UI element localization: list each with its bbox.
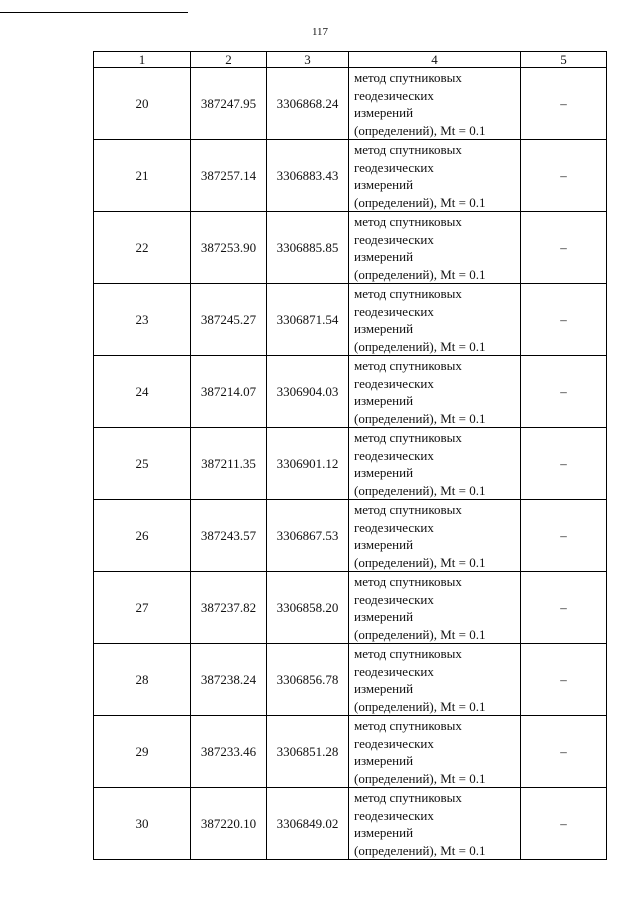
header-col-5: 5 <box>521 52 607 68</box>
method-text-line: (определений), Mt = 0.1 <box>354 266 486 282</box>
method-text-line: измерений <box>354 753 414 768</box>
method-text-line: (определений), Mt = 0.1 <box>354 626 486 642</box>
table-row <box>94 284 607 356</box>
point-number-cell: 20 <box>94 68 191 140</box>
table-row <box>94 212 607 284</box>
y-coordinate-cell: 3306871.54 <box>267 284 349 356</box>
method-text-line: измерений <box>354 609 414 624</box>
method-cell <box>349 356 521 428</box>
table-row <box>94 788 607 860</box>
method-text-line: геодезических <box>354 375 434 391</box>
note-cell: – <box>521 140 607 212</box>
method-text-line: (определений), Mt = 0.1 <box>354 770 486 786</box>
note-cell: – <box>521 716 607 788</box>
method-text-line: геодезических <box>354 159 434 175</box>
header-row <box>94 52 607 68</box>
method-text-line: метод спутниковых <box>354 502 462 517</box>
point-number-cell: 26 <box>94 500 191 572</box>
method-cell <box>349 428 521 500</box>
note-cell: – <box>521 212 607 284</box>
y-coordinate-cell: 3306904.03 <box>267 356 349 428</box>
method-text-line: геодезических <box>354 303 434 319</box>
note-cell: – <box>521 356 607 428</box>
y-coordinate-cell: 3306858.20 <box>267 572 349 644</box>
point-number-cell: 22 <box>94 212 191 284</box>
point-number-cell: 21 <box>94 140 191 212</box>
y-coordinate-cell: 3306867.53 <box>267 500 349 572</box>
point-number-cell: 24 <box>94 356 191 428</box>
point-number-cell: 29 <box>94 716 191 788</box>
y-coordinate-cell: 3306856.78 <box>267 644 349 716</box>
x-coordinate-cell: 387220.10 <box>191 788 267 860</box>
coordinates-table <box>93 51 607 860</box>
table-row <box>94 500 607 572</box>
method-cell <box>349 644 521 716</box>
method-text-line: геодезических <box>354 447 434 463</box>
note-cell: – <box>521 572 607 644</box>
method-text-line: метод спутниковых <box>354 358 462 373</box>
method-text-line: метод спутниковых <box>354 142 462 157</box>
note-cell: – <box>521 428 607 500</box>
method-text-line: геодезических <box>354 231 434 247</box>
method-text-line: метод спутниковых <box>354 646 462 661</box>
table-row <box>94 356 607 428</box>
method-text-line: измерений <box>354 249 414 264</box>
table-row <box>94 644 607 716</box>
method-text-line: геодезических <box>354 591 434 607</box>
method-text-line: метод спутниковых <box>354 790 462 805</box>
x-coordinate-cell: 387257.14 <box>191 140 267 212</box>
table-row <box>94 428 607 500</box>
x-coordinate-cell: 387238.24 <box>191 644 267 716</box>
method-text-line: метод спутниковых <box>354 70 462 85</box>
method-text-line: геодезических <box>354 663 434 679</box>
method-cell <box>349 212 521 284</box>
point-number-cell: 30 <box>94 788 191 860</box>
method-text-line: измерений <box>354 681 414 696</box>
method-text-line: геодезических <box>354 735 434 751</box>
x-coordinate-cell: 387211.35 <box>191 428 267 500</box>
point-number-cell: 23 <box>94 284 191 356</box>
method-text-line: измерений <box>354 465 414 480</box>
method-cell <box>349 788 521 860</box>
y-coordinate-cell: 3306851.28 <box>267 716 349 788</box>
method-text-line: метод спутниковых <box>354 214 462 229</box>
method-text-line: (определений), Mt = 0.1 <box>354 554 486 570</box>
note-cell: – <box>521 284 607 356</box>
method-text-line: (определений), Mt = 0.1 <box>354 410 486 426</box>
point-number-cell: 27 <box>94 572 191 644</box>
point-number-cell: 28 <box>94 644 191 716</box>
y-coordinate-cell: 3306883.43 <box>267 140 349 212</box>
method-text-line: измерений <box>354 105 414 120</box>
method-text-line: измерений <box>354 321 414 336</box>
table-row <box>94 716 607 788</box>
x-coordinate-cell: 387214.07 <box>191 356 267 428</box>
point-number-cell: 25 <box>94 428 191 500</box>
page-number: 117 <box>311 26 329 38</box>
method-text-line: (определений), Mt = 0.1 <box>354 338 486 354</box>
note-cell: – <box>521 68 607 140</box>
method-text-line: измерений <box>354 177 414 192</box>
method-text-line: (определений), Mt = 0.1 <box>354 122 486 138</box>
method-text-line: метод спутниковых <box>354 430 462 445</box>
method-text-line: геодезических <box>354 519 434 535</box>
method-text-line: геодезических <box>354 807 434 823</box>
method-cell <box>349 572 521 644</box>
method-cell <box>349 140 521 212</box>
x-coordinate-cell: 387247.95 <box>191 68 267 140</box>
top-rule <box>0 12 188 13</box>
method-cell <box>349 716 521 788</box>
header-col-4: 4 <box>349 52 521 68</box>
method-text-line: (определений), Mt = 0.1 <box>354 842 486 858</box>
method-cell <box>349 284 521 356</box>
method-text-line: (определений), Mt = 0.1 <box>354 194 486 210</box>
table-row <box>94 140 607 212</box>
method-cell <box>349 68 521 140</box>
note-cell: – <box>521 644 607 716</box>
x-coordinate-cell: 387245.27 <box>191 284 267 356</box>
note-cell: – <box>521 788 607 860</box>
y-coordinate-cell: 3306885.85 <box>267 212 349 284</box>
note-cell: – <box>521 500 607 572</box>
x-coordinate-cell: 387253.90 <box>191 212 267 284</box>
method-text-line: геодезических <box>354 87 434 103</box>
method-text-line: (определений), Mt = 0.1 <box>354 482 486 498</box>
x-coordinate-cell: 387233.46 <box>191 716 267 788</box>
method-text-line: метод спутниковых <box>354 286 462 301</box>
y-coordinate-cell: 3306901.12 <box>267 428 349 500</box>
method-text-line: метод спутниковых <box>354 718 462 733</box>
method-text-line: измерений <box>354 825 414 840</box>
header-col-3: 3 <box>267 52 349 68</box>
x-coordinate-cell: 387237.82 <box>191 572 267 644</box>
method-text-line: измерений <box>354 393 414 408</box>
method-cell <box>349 500 521 572</box>
x-coordinate-cell: 387243.57 <box>191 500 267 572</box>
y-coordinate-cell: 3306849.02 <box>267 788 349 860</box>
method-text-line: измерений <box>354 537 414 552</box>
header-col-1: 1 <box>94 52 191 68</box>
method-text-line: метод спутниковых <box>354 574 462 589</box>
table-row <box>94 572 607 644</box>
header-col-2: 2 <box>191 52 267 68</box>
method-text-line: (определений), Mt = 0.1 <box>354 698 486 714</box>
table-row <box>94 68 607 140</box>
y-coordinate-cell: 3306868.24 <box>267 68 349 140</box>
